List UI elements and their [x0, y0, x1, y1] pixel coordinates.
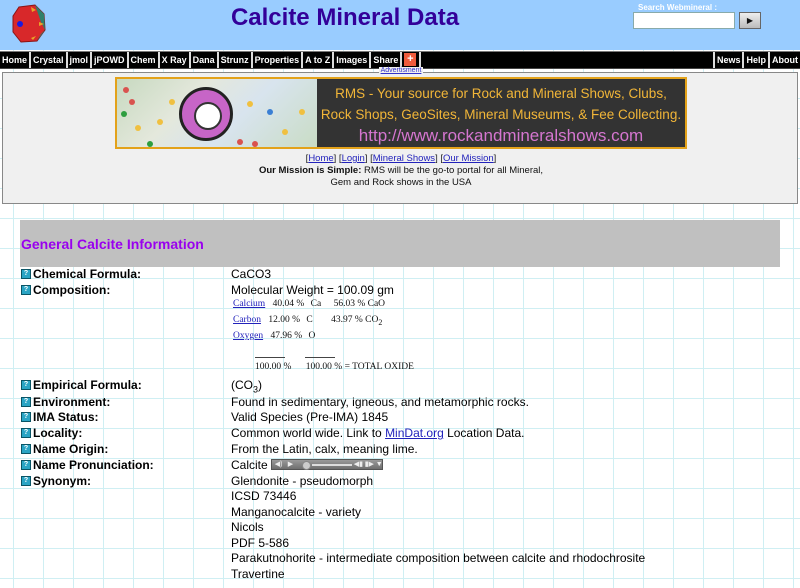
help-icon[interactable]: ?	[21, 412, 31, 422]
sum-divider	[255, 357, 285, 358]
nav-images[interactable]: Images	[334, 52, 371, 68]
rms-link-login[interactable]: Login	[341, 153, 365, 164]
rms-link-mineral-shows[interactable]: Mineral Shows	[372, 153, 436, 164]
help-icon[interactable]: ?	[21, 380, 31, 390]
nav-a-to-z[interactable]: A to Z	[303, 52, 334, 68]
synonym-item: ICSD 73446	[231, 489, 297, 503]
audio-player[interactable]	[271, 459, 383, 470]
site-header	[0, 0, 800, 50]
nav-news[interactable]: News	[713, 52, 743, 68]
nav-x-ray[interactable]: X Ray	[160, 52, 191, 68]
advertisement-section	[2, 67, 798, 204]
help-icon[interactable]: ?	[21, 428, 31, 438]
section-title: General Calcite Information	[21, 236, 204, 252]
nav-about[interactable]: About	[768, 52, 800, 68]
rms-mission-text: Our Mission is Simple: RMS will be the go-to portal for all Mineral, Gem and Rock shows in the USA	[258, 165, 544, 188]
page-title: Calcite Mineral Data	[230, 4, 460, 31]
row-locality	[20, 425, 790, 441]
help-icon[interactable]: ?	[21, 269, 31, 279]
search-button[interactable]	[739, 12, 761, 29]
synonym-item: Parakutnohorite - intermediate composition between calcite and rhodochrosite	[231, 551, 646, 565]
composition-totals: 100.00 % 100.00 % = TOTAL OXIDE	[255, 362, 414, 372]
value-name-origin: From the Latin, calx, meaning lime.	[231, 442, 418, 456]
nav-help[interactable]: Help	[742, 52, 768, 68]
label-ima-status: IMA Status:	[33, 410, 99, 424]
row-synonym	[20, 473, 790, 489]
label-environment: Environment:	[33, 395, 111, 409]
value-environment: Found in sedimentary, igneous, and metamorphic rocks.	[231, 395, 529, 409]
help-icon[interactable]: ?	[21, 460, 31, 470]
ad-line-2: Rock Shops, GeoSites, Mineral Museums, & Fee Collecting.	[320, 107, 682, 122]
search-label: Search Webmineral :	[638, 3, 717, 12]
row-chemical-formula	[20, 266, 790, 282]
row-ima-status	[20, 409, 790, 425]
value-name-pronunciation: Calcite ◀) ▶ ◀▮ ▮▶ ▼	[231, 458, 383, 472]
usa-map-image	[117, 79, 317, 147]
value-locality: Common world wide. Link to MinDat.org Location Data.	[231, 426, 525, 440]
nav-right-group	[713, 52, 800, 68]
play-icon[interactable]: ▶	[287, 461, 294, 469]
link-calcium[interactable]: Calcium	[233, 299, 266, 309]
rms-link-home[interactable]: Home	[308, 153, 334, 164]
link-oxygen[interactable]: Oxygen	[233, 331, 264, 341]
row-name-pronunciation	[20, 457, 790, 473]
rms-ad-banner[interactable]	[115, 77, 687, 149]
composition-row-calcium: Calcium 40.04 % Ca 56.03 % CaO	[233, 299, 386, 309]
label-name-origin: Name Origin:	[33, 442, 109, 456]
audio-seek-knob[interactable]	[302, 461, 311, 470]
nav-left-group	[0, 52, 421, 68]
nav-properties[interactable]: Properties	[253, 52, 304, 68]
synonym-item: Travertine	[231, 567, 285, 581]
row-environment	[20, 394, 790, 410]
rms-links: [Home] [Login] [Mineral Shows] [Our Mission]	[305, 153, 497, 164]
rms-badge-logo	[179, 87, 233, 141]
nav-divider	[419, 52, 421, 68]
section-header	[20, 220, 780, 267]
composition-row-oxygen: Oxygen 47.96 % O	[233, 331, 316, 341]
value-empirical-formula: $(CO_3)$	[231, 378, 263, 395]
link-carbon[interactable]: Carbon	[233, 315, 261, 325]
nav-jmol[interactable]: jmol	[68, 52, 93, 68]
mindat-link[interactable]: MinDat.org	[385, 426, 444, 440]
advertisement-label[interactable]: Advertisment	[380, 67, 422, 74]
value-molecular-weight: Molecular Weight = 100.09 gm	[231, 283, 394, 297]
share-plus-icon[interactable]: +	[404, 53, 416, 66]
ad-url: http://www.rockandmineralshows.com	[358, 126, 644, 145]
label-locality: Locality:	[33, 426, 83, 440]
label-name-pronunciation: Name Pronunciation:	[33, 458, 154, 472]
label-chemical-formula: Chemical Formula:	[33, 267, 142, 281]
rms-link-our-mission[interactable]: Our Mission	[442, 153, 494, 164]
help-icon[interactable]: ?	[21, 444, 31, 454]
menu-dropdown-icon[interactable]: ▼	[375, 461, 383, 469]
forward-icon[interactable]: ▮▶	[364, 461, 374, 469]
value-chemical-formula: CaCO3	[231, 267, 272, 281]
composition-row-carbon: Carbon 12.00 % C 43.97 % $CO_2$	[233, 315, 383, 327]
nav-chem[interactable]: Chem	[129, 52, 160, 68]
help-icon[interactable]: ?	[21, 397, 31, 407]
label-composition: Composition:	[33, 283, 111, 297]
nav-share[interactable]: Share	[371, 52, 402, 68]
help-icon[interactable]: ?	[21, 476, 31, 486]
volume-icon[interactable]: ◀)	[274, 461, 283, 469]
sum-divider	[305, 357, 335, 358]
rewind-icon[interactable]: ◀▮	[353, 461, 363, 469]
label-empirical-formula: Empirical Formula:	[33, 378, 142, 392]
play-arrow-icon: ▶	[746, 16, 754, 25]
synonym-item: Glendonite - pseudomorph	[231, 474, 374, 488]
nav-jpowd[interactable]: jPOWD	[92, 52, 129, 68]
nav-crystal[interactable]: Crystal	[31, 52, 68, 68]
synonym-item: Manganocalcite - variety	[231, 505, 362, 519]
ad-line-1: RMS - Your source for Rock and Mineral Shows, Clubs,	[335, 86, 667, 101]
row-composition	[20, 282, 790, 298]
search-input[interactable]	[633, 12, 735, 29]
row-empirical-formula	[20, 377, 790, 393]
label-synonym: Synonym:	[33, 474, 92, 488]
nav-dana[interactable]: Dana	[191, 52, 219, 68]
ad-text-panel	[317, 79, 685, 147]
help-icon[interactable]: ?	[21, 285, 31, 295]
audio-seek-track[interactable]	[312, 464, 352, 466]
synonym-item: Nicols	[231, 520, 264, 534]
row-name-origin	[20, 441, 790, 457]
value-ima-status: Valid Species (Pre-IMA) 1845	[231, 410, 389, 424]
synonym-item: PDF 5-586	[231, 536, 290, 550]
nav-home[interactable]: Home	[0, 52, 31, 68]
nav-strunz[interactable]: Strunz	[219, 52, 253, 68]
